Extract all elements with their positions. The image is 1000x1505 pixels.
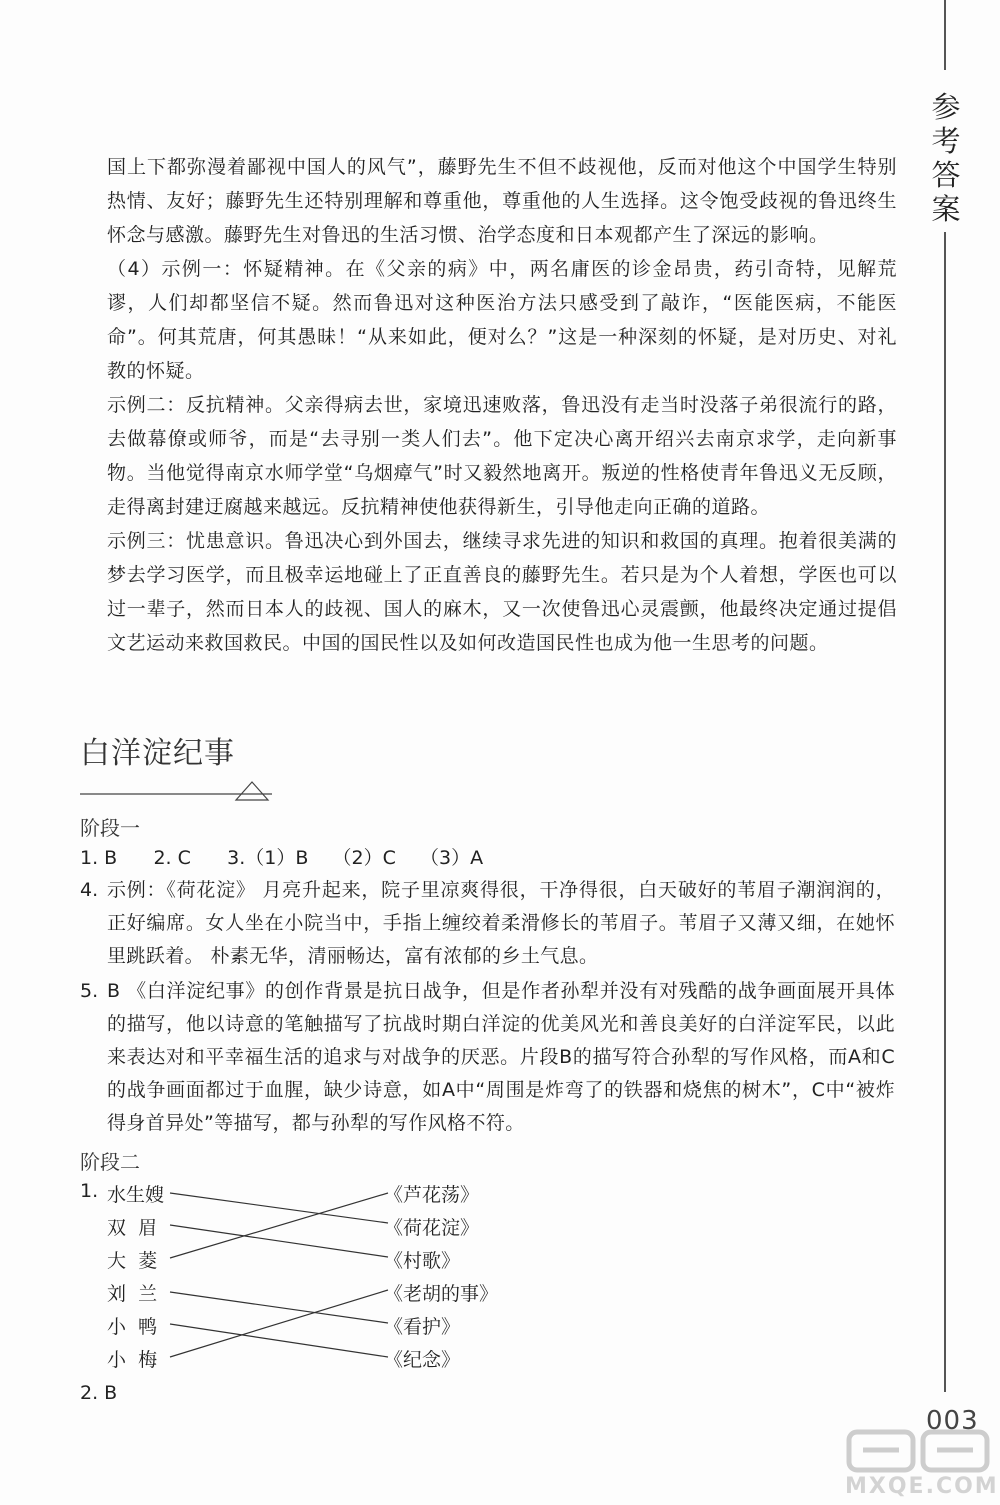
page-number: 003 [926, 1406, 979, 1436]
character-name: 小 梅 [107, 1349, 158, 1371]
character-name: 刘 兰 [107, 1283, 158, 1305]
sidebar-char: 案 [931, 192, 961, 226]
question-number: 1. [80, 1180, 99, 1202]
question-5-answer: B 《白洋淀纪事》的创作背景是抗日战争，但是作者孙犁并没有对残酷的战争画面展开具体的描写，他以诗意的笔触描写了抗战时期白洋淀的优美风光和善良美好的白洋淀军民，以此来表达对和平幸福生活的追求与对战争的厌恶。片段B的描写符合孙犁的写作风格，而A和C的战争画面都过于血腥，缺少诗意，如A中“周围是炸弯了的铁器和烧焦的树木”，C中“被炸得身首异处”等描写，都与孙犁的写作风格不符。 [107, 980, 895, 1134]
stage-two-label: 阶段二 [80, 1150, 140, 1174]
work-title: 《老胡的事》 [384, 1283, 499, 1305]
character-name: 水生嫂 [107, 1184, 165, 1206]
work-title: 《村歌》 [384, 1250, 461, 1272]
character-name: 双 眉 [107, 1217, 158, 1239]
answer-paragraph: 国上下都弥漫着鄙视中国人的风气”，藤野先生不但不歧视他，反而对他这个中国学生特别热情、友好；藤野先生还特别理解和尊重他，尊重他的人生选择。这令饱受歧视的鲁迅终生怀念与感激。藤野先生对鲁迅的生活习惯、治学态度和日本观都产生了深远的影响。 [107, 156, 897, 246]
watermark-text: MXQE.COM [845, 1474, 999, 1499]
answers-1-3: 1. B 2. C 3.（1）B （2）C （3）A [80, 847, 484, 869]
work-title: 《纪念》 [384, 1349, 461, 1371]
question-number: 4. [80, 879, 99, 901]
sidebar-char: 考 [931, 124, 961, 158]
question-number: 5. [80, 980, 99, 1002]
stage-one-label: 阶段一 [80, 816, 140, 840]
section-title: 白洋淀纪事 [80, 736, 235, 771]
answer-paragraph: （4）示例一：怀疑精神。在《父亲的病》中，两名庸医的诊金昂贵，药引奇特，见解荒谬，人们却都坚信不疑。然而鲁迅对这种医治方法只感受到了敲诈，“医能医病，不能医命”。何其荒唐，何其愚昧！“从来如此，便对么？”这是一种深刻的怀疑，是对历史、对礼教的怀疑。 [107, 258, 897, 382]
character-name: 大 菱 [107, 1250, 158, 1272]
answer-paragraph: 示例三：忧患意识。鲁迅决心到外国去，继续寻求先进的知识和救国的真理。抱着很美满的梦去学习医学，而且极幸运地碰上了正直善良的藤野先生。若只是为个人着想，学医也可以过一辈子，然而日本人的歧视、国人的麻木，又一次使鲁迅心灵震颤，他最终决定通过提倡文艺运动来救国救民。中国的国民性以及如何改造国民性也成为他一生思考的问题。 [107, 530, 897, 654]
answer-2: 2. B [80, 1382, 118, 1404]
watermark-logo [845, 1428, 999, 1499]
work-title: 《荷花淀》 [384, 1217, 480, 1239]
work-title: 《芦花荡》 [384, 1184, 480, 1206]
answer-paragraph: 示例二：反抗精神。父亲得病去世，家境迅速败落，鲁迅没有走当时没落子弟很流行的路，去做幕僚或师爷，而是“去寻别一类人们去”。他下定决心离开绍兴去南京求学，走向新事物。当他觉得南京水师学堂“乌烟瘴气”时又毅然地离开。叛逆的性格使青年鲁迅义无反顾，走得离封建迂腐越来越远。反抗精神使他获得新生，引导他走向正确的道路。 [107, 394, 897, 518]
character-name: 小 鸭 [107, 1316, 158, 1338]
sidebar-char: 参 [931, 90, 961, 124]
work-title: 《看护》 [384, 1316, 461, 1338]
sidebar-char: 答 [931, 158, 961, 192]
question-4-answer: 示例：《荷花淀》 月亮升起来，院子里凉爽得很，干净得很，白天破好的苇眉子潮润润的，正好编席。女人坐在小院当中，手指上缠绞着柔滑修长的苇眉子。苇眉子又薄又细，在她怀里跳跃着。 朴素无华，清丽畅达，富有浓郁的乡土气息。 [107, 879, 895, 967]
watermark-icon [845, 1428, 995, 1474]
